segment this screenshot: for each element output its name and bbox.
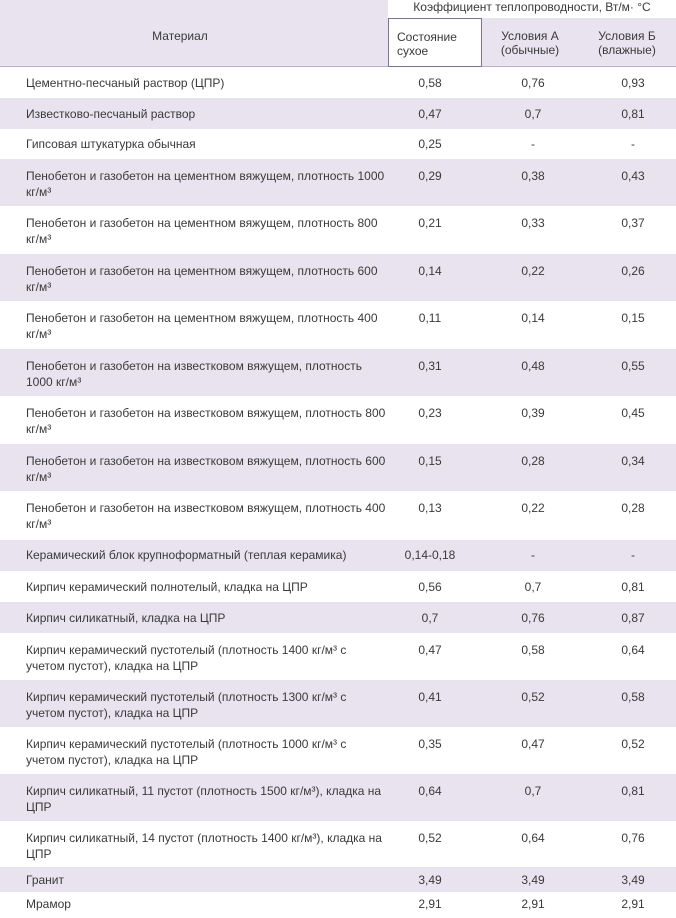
condition-b-value: 0,81 <box>621 107 645 121</box>
condition-a-value: 3,49 <box>521 873 545 887</box>
dry-value: 0,25 <box>418 137 442 151</box>
table-row <box>0 633 676 680</box>
dry-value: 0,64 <box>418 784 442 798</box>
condition-b-value: 0,52 <box>621 737 645 751</box>
material-cell: Пенобетон и газобетон на цементном вяжущем, плотность 400 кг/м³ <box>26 311 378 341</box>
material-cell: Пенобетон и газобетон на цементном вяжущем, плотность 600 кг/м³ <box>26 264 378 294</box>
table-row <box>0 206 676 254</box>
condition-b-value: 0,58 <box>621 690 645 704</box>
table-row <box>0 602 676 633</box>
dry-value: 0,11 <box>418 311 442 325</box>
material-cell: Пенобетон и газобетон на цементном вяжущем, плотность 1000 кг/м³ <box>26 169 385 199</box>
dry-value: 0,56 <box>418 580 442 594</box>
table-row <box>0 680 676 727</box>
dry-value: 0,47 <box>418 107 442 121</box>
material-cell: Кирпич силикатный, 14 пустот (плотность 1400 кг/м³), кладка на ЦПР <box>26 831 382 861</box>
condition-b-value: 0,87 <box>621 611 645 625</box>
condition-b-value: 0,81 <box>621 784 645 798</box>
material-cell: Мрамор <box>26 897 71 911</box>
condition-a-value: 0,64 <box>521 831 545 845</box>
table-row <box>0 254 676 301</box>
dry-value: 0,35 <box>418 737 442 751</box>
table-row <box>0 349 676 396</box>
dry-value: 0,23 <box>418 406 442 420</box>
header-condition-b: Условия Б (влажные) <box>578 18 676 67</box>
dry-value: 0,41 <box>418 690 442 704</box>
dry-value: 0,52 <box>418 831 442 845</box>
condition-b-value: - <box>631 548 635 562</box>
condition-a-value: 0,22 <box>521 501 545 515</box>
condition-a-value: - <box>531 137 535 151</box>
condition-a-value: 0,52 <box>521 690 545 704</box>
condition-a-value: 0,58 <box>521 643 545 657</box>
condition-b-value: 0,34 <box>621 454 645 468</box>
dry-value: 2,91 <box>418 897 442 911</box>
table-row <box>0 892 676 918</box>
condition-a-value: 0,76 <box>521 611 545 625</box>
material-cell: Кирпич керамический пустотелый (плотность 1000 кг/м³ с учетом пустот), кладка на ЦПР <box>26 737 347 767</box>
dry-value: 0,31 <box>418 359 442 373</box>
table-row <box>0 301 676 349</box>
condition-a-value: 0,22 <box>521 264 545 278</box>
condition-a-value: 0,7 <box>524 107 542 121</box>
material-cell: Пенобетон и газобетон на цементном вяжущем, плотность 800 кг/м³ <box>26 216 378 246</box>
table-row <box>0 444 676 491</box>
dry-value: 0,47 <box>418 643 442 657</box>
condition-b-value: 3,49 <box>621 873 645 887</box>
dry-value: 0,13 <box>418 501 442 515</box>
condition-a-value: 0,47 <box>521 737 545 751</box>
dry-value: 0,58 <box>418 76 442 90</box>
table-row <box>0 727 676 774</box>
material-cell: Керамический блок крупноформатный (теплая керамика) <box>26 548 347 562</box>
header-material-cell <box>0 0 388 67</box>
condition-a-value: 0,38 <box>521 169 545 183</box>
table-row <box>0 540 676 571</box>
table-row <box>0 821 676 867</box>
material-cell: Кирпич керамический пустотелый (плотность 1400 кг/м³ с учетом пустот), кладка на ЦПР <box>26 643 347 673</box>
condition-a-value: 0,48 <box>521 359 545 373</box>
table-row <box>0 159 676 206</box>
condition-b-value: 2,91 <box>621 897 645 911</box>
condition-b-value: 0,81 <box>621 580 645 594</box>
table-row <box>0 67 676 98</box>
material-cell: Цементно-песчаный раствор (ЦПР) <box>26 76 225 90</box>
condition-b-value: 0,76 <box>621 831 645 845</box>
table-row <box>0 571 676 602</box>
condition-b-value: 0,45 <box>621 406 645 420</box>
dry-value: 0,15 <box>418 454 442 468</box>
header-material-label: Материал <box>152 29 208 43</box>
header-condition-a: Условия А (обычные) <box>482 18 578 67</box>
table-row <box>0 98 676 129</box>
table-row <box>0 396 676 444</box>
material-cell: Пенобетон и газобетон на известковом вяжущем, плотность 800 кг/м³ <box>26 406 386 436</box>
dry-value: 0,14-0,18 <box>404 548 456 562</box>
condition-b-value: 0,26 <box>621 264 645 278</box>
dry-value: 3,49 <box>418 873 442 887</box>
table-row <box>0 867 676 892</box>
table-row <box>0 774 676 821</box>
material-cell: Гипсовая штукатурка обычная <box>26 137 196 151</box>
dry-value: 0,29 <box>418 169 442 183</box>
condition-b-value: 0,93 <box>621 76 645 90</box>
condition-a-value: 0,7 <box>524 580 542 594</box>
table-row <box>0 491 676 540</box>
condition-a-value: 0,33 <box>521 216 545 230</box>
table-header <box>0 0 676 67</box>
material-cell: Гранит <box>26 873 64 887</box>
dry-value: 0,21 <box>418 216 442 230</box>
condition-b-value: - <box>631 137 635 151</box>
material-cell: Пенобетон и газобетон на известковом вяжущем, плотность 400 кг/м³ <box>26 501 386 531</box>
table-row <box>0 129 676 159</box>
material-cell: Пенобетон и газобетон на известковом вяжущем, плотность 600 кг/м³ <box>26 454 386 484</box>
condition-b-value: 0,37 <box>621 216 645 230</box>
material-cell: Кирпич керамический полнотелый, кладка на ЦПР <box>26 580 308 594</box>
condition-b-value: 0,28 <box>621 501 645 515</box>
condition-a-value: 0,14 <box>521 311 545 325</box>
condition-a-value: 2,91 <box>521 897 545 911</box>
condition-a-value: 0,39 <box>521 406 545 420</box>
condition-a-value: - <box>531 548 535 562</box>
condition-a-value: 0,7 <box>524 784 542 798</box>
header-dry: Состояние сухое <box>388 18 482 67</box>
material-cell: Кирпич силикатный, 11 пустот (плотность 1500 кг/м³), кладка на ЦПР <box>26 784 382 814</box>
dry-value: 0,7 <box>421 611 439 625</box>
header-group-label: Коэффициент теплопроводности, Вт/м· °С <box>413 0 651 14</box>
material-cell: Кирпич керамический пустотелый (плотность 1300 кг/м³ с учетом пустот), кладка на ЦПР <box>26 690 347 720</box>
condition-b-value: 0,43 <box>621 169 645 183</box>
condition-b-value: 0,15 <box>621 311 645 325</box>
material-cell: Пенобетон и газобетон на известковом вяжущем, плотность 1000 кг/м³ <box>26 359 362 389</box>
condition-a-value: 0,28 <box>521 454 545 468</box>
condition-b-value: 0,55 <box>621 359 645 373</box>
material-cell: Известково-песчаный раствор <box>26 107 196 121</box>
material-cell: Кирпич силикатный, кладка на ЦПР <box>26 611 226 625</box>
condition-a-value: 0,76 <box>521 76 545 90</box>
dry-value: 0,14 <box>418 264 442 278</box>
condition-b-value: 0,64 <box>621 643 645 657</box>
